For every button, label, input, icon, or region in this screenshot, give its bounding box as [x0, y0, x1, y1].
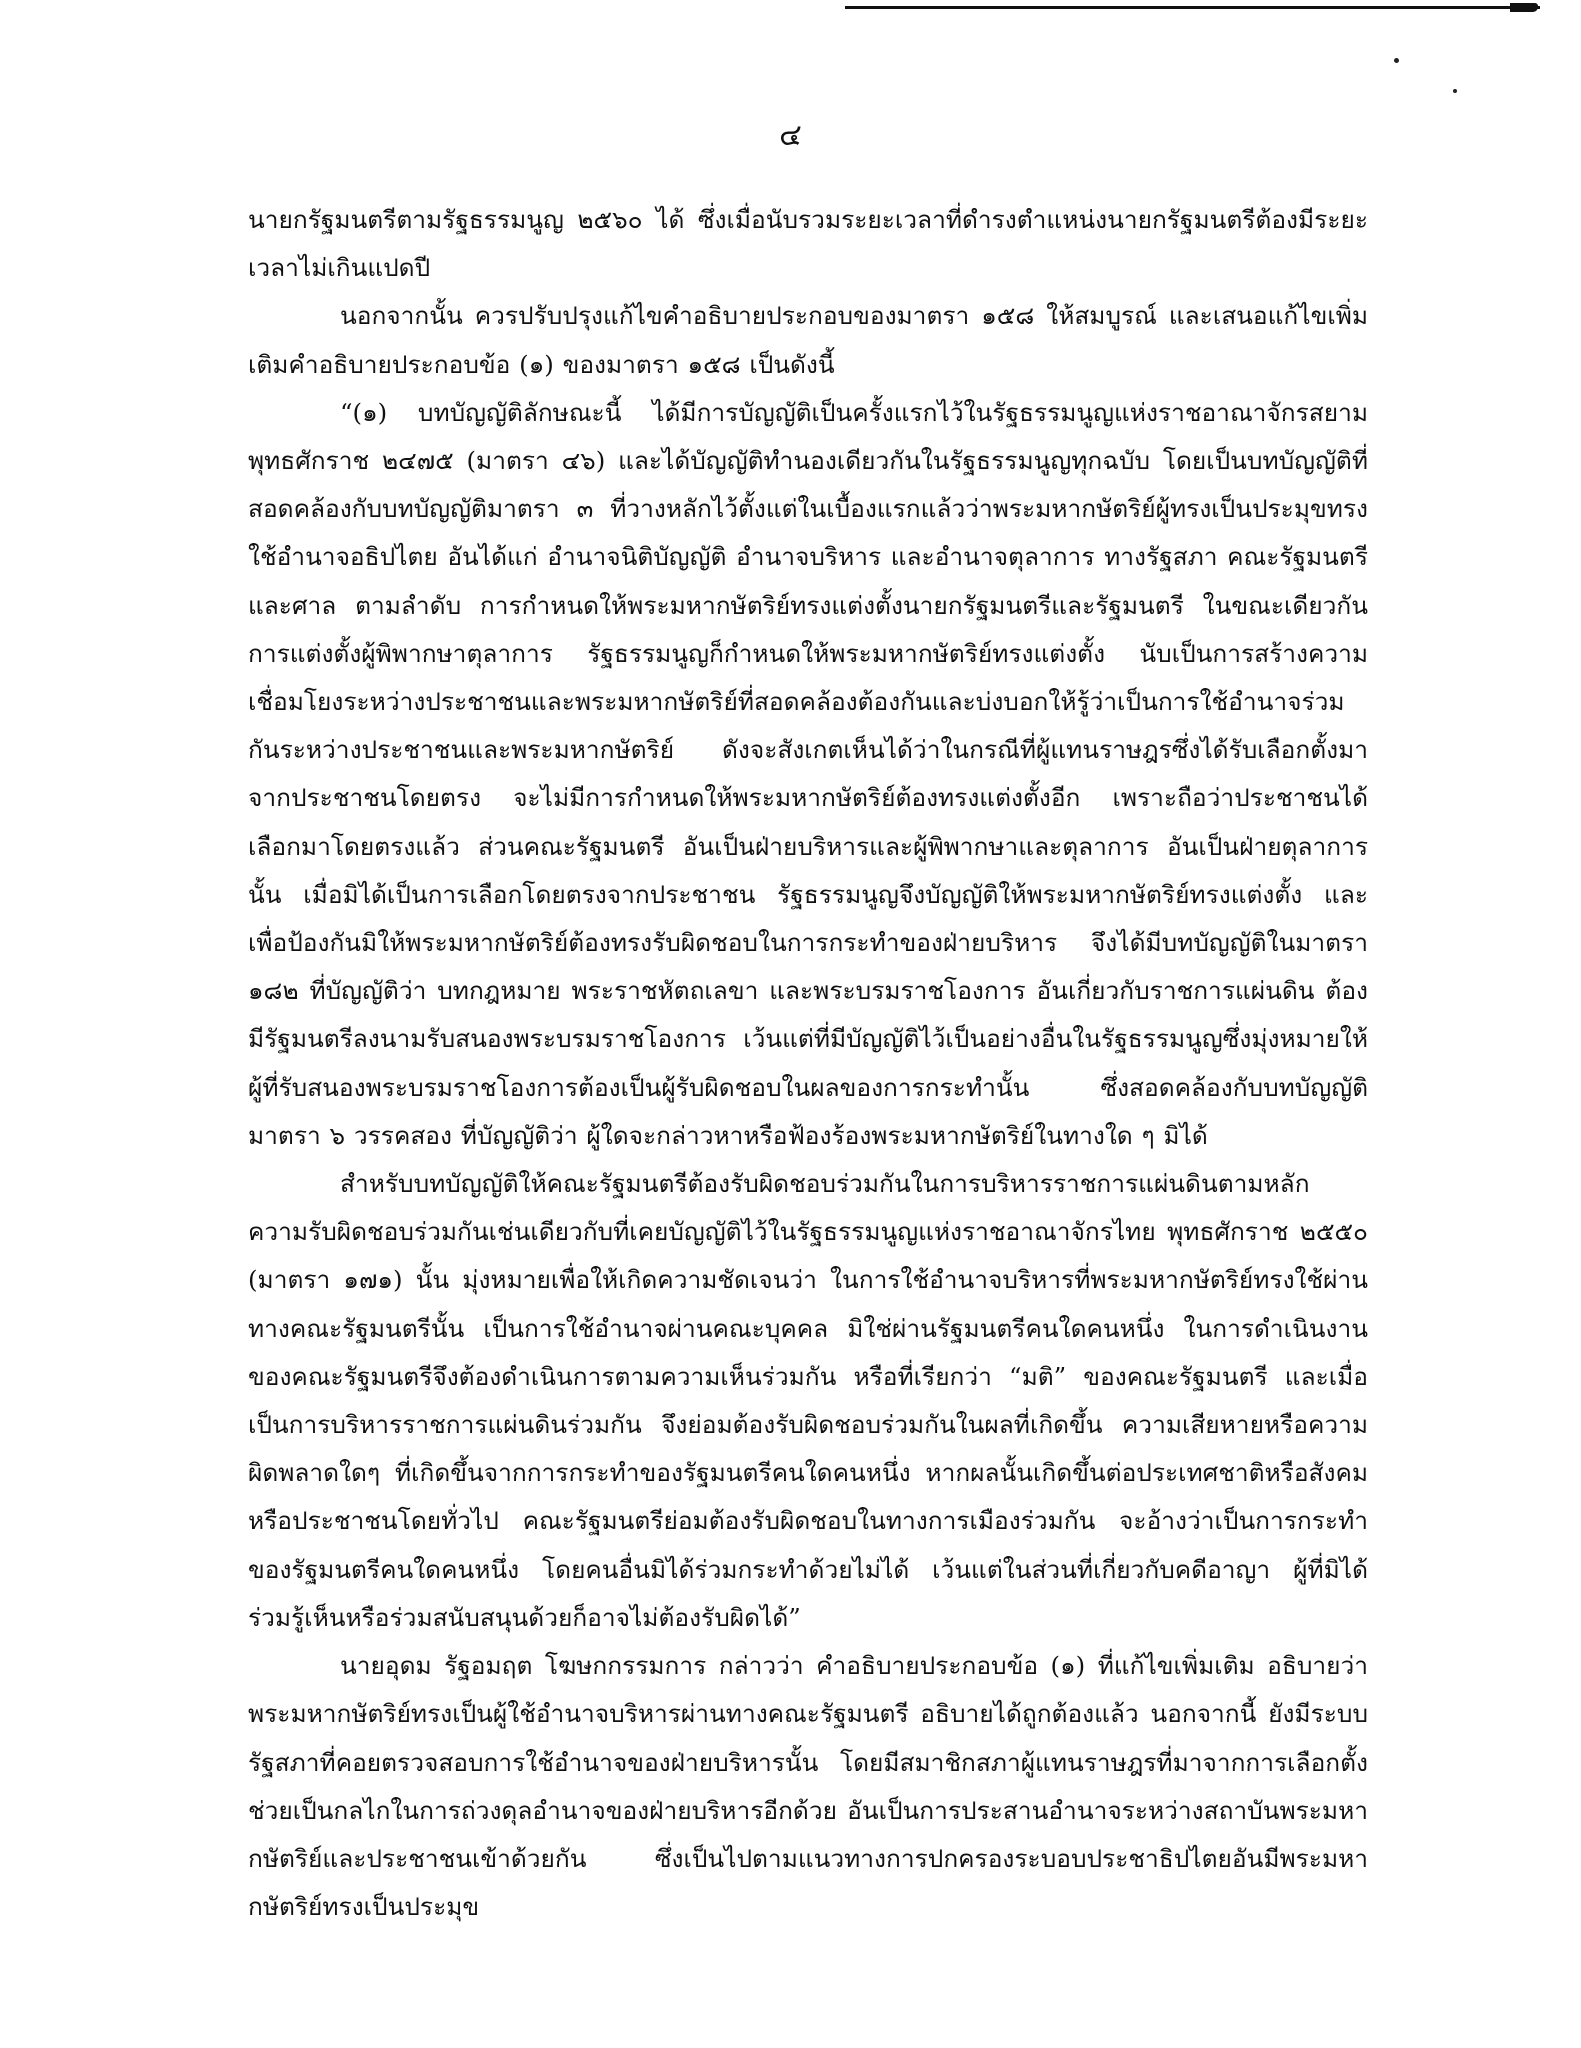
scan-speck — [1453, 89, 1457, 93]
document-body — [248, 196, 1368, 1931]
paragraph-4: สำหรับบทบัญญัติให้คณะรัฐมนตรีต้องรับผิดชอบร่วมกันในการบริหารราชการแผ่นดินตามหลักความรับผิดชอบร่วมกันเช่นเดียวกับที่เคยบัญญัติไว้ในรัฐธรรมนูญแห่งราชอาณาจักรไทย พุทธศักราช ๒๕๕๐ (มาตรา ๑๗๑) นั้น มุ่งหมายเพื่อให้เกิดความชัดเจนว่า ในการใช้อำนาจบริหารที่พระมหากษัตริย์ทรงใช้ผ่านทางคณะรัฐมนตรีนั้น เป็นการใช้อำนาจผ่านคณะบุคคล มิใช่ผ่านรัฐมนตรีคนใดคนหนึ่ง ในการดำเนินงานของคณะรัฐมนตรีจึงต้องดำเนินการตามความเห็นร่วมกัน หรือที่เรียกว่า “มติ” ของคณะรัฐมนตรี และเมื่อเป็นการบริหารราชการแผ่นดินร่วมกัน จึงย่อมต้องรับผิดชอบร่วมกันในผลที่เกิดขึ้น ความเสียหายหรือความผิดพลาดใดๆ ที่เกิดขึ้นจากการกระทำของรัฐมนตรีคนใดคนหนึ่ง หากผลนั้นเกิดขึ้นต่อประเทศชาติหรือสังคมหรือประชาชนโดยทั่วไป คณะรัฐมนตรีย่อมต้องรับผิดชอบในทางการเมืองร่วมกัน จะอ้างว่าเป็นการกระทำของรัฐมนตรีคนใดคนหนึ่ง โดยคนอื่นมิได้ร่วมกระทำด้วยไม่ได้ เว้นแต่ในส่วนที่เกี่ยวกับคดีอาญา ผู้ที่มิได้ร่วมรู้เห็นหรือร่วมสนับสนุนด้วยก็อาจไม่ต้องรับผิดได้” — [248, 1169, 1368, 1632]
scan-speck — [1394, 58, 1399, 63]
header-rule-end — [1510, 3, 1538, 12]
paragraph-5: นายอุดม รัฐอมฤต โฆษกกรรมการ กล่าวว่า คำอธิบายประกอบข้อ (๑) ที่แก้ไขเพิ่มเติม อธิบายว่า พระมหากษัตริย์ทรงเป็นผู้ใช้อำนาจบริหารผ่านทางคณะรัฐมนตรี อธิบายได้ถูกต้องแล้ว นอกจากนี้ ยังมีระบบรัฐสภาที่คอยตรวจสอบการใช้อำนาจของฝ่ายบริหารนั้น โดยมีสมาชิกสภาผู้แทนราษฎรที่มาจากการเลือกตั้งช่วยเป็นกลไกในการถ่วงดุลอำนาจของฝ่ายบริหารอีกด้วย อันเป็นการประสานอำนาจระหว่างสถาบันพระมหากษัตริย์และประชาชนเข้าด้วยกัน ซึ่งเป็นไปตามแนวทางการปกครองระบอบประชาธิปไตยอันมีพระมหากษัตริย์ทรงเป็นประมุข — [248, 1651, 1368, 1922]
page-number: ๔ — [779, 118, 802, 153]
paragraph-2: นอกจากนั้น ควรปรับปรุงแก้ไขคำอธิบายประกอบของมาตรา ๑๕๘ ให้สมบูรณ์ และเสนอแก้ไขเพิ่มเติมคำอธิบายประกอบข้อ (๑) ของมาตรา ๑๕๘ เป็นดังนี้ — [248, 301, 1368, 379]
header-rule — [845, 6, 1540, 9]
paragraph-1: นายกรัฐมนตรีตามรัฐธรรมนูญ ๒๕๖๐ ได้ ซึ่งเมื่อนับรวมระยะเวลาที่ดำรงตำแหน่งนายกรัฐมนตรีต้องมีระยะเวลาไม่เกินแปดปี — [248, 205, 1368, 283]
paragraph-3: “(๑) บทบัญญัติลักษณะนี้ ได้มีการบัญญัติเป็นครั้งแรกไว้ในรัฐธรรมนูญแห่งราชอาณาจักรสยาม พุทธศักราช ๒๔๗๕ (มาตรา ๔๖) และได้บัญญัติทำนองเดียวกันในรัฐธรรมนูญทุกฉบับ โดยเป็นบทบัญญัติที่สอดคล้องกับบทบัญญัติมาตรา ๓ ที่วางหลักไว้ตั้งแต่ในเบื้องแรกแล้วว่าพระมหากษัตริย์ผู้ทรงเป็นประมุขทรงใช้อำนาจอธิปไตย อันได้แก่ อำนาจนิติบัญญัติ อำนาจบริหาร และอำนาจตุลาการ ทางรัฐสภา คณะรัฐมนตรี และศาล ตามลำดับ การกำหนดให้พระมหากษัตริย์ทรงแต่งตั้งนายกรัฐมนตรีและรัฐมนตรี ในขณะเดียวกันการแต่งตั้งผู้พิพากษาตุลาการ รัฐธรรมนูญก็กำหนดให้พระมหากษัตริย์ทรงแต่งตั้ง นับเป็นการสร้างความเชื่อมโยงระหว่างประชาชนและพระมหากษัตริย์ที่สอดคล้องต้องกันและบ่งบอกให้รู้ว่าเป็นการใช้อำนาจร่วมกันระหว่างประชาชนและพระมหากษัตริย์ ดังจะสังเกตเห็นได้ว่าในกรณีที่ผู้แทนราษฎรซึ่งได้รับเลือกตั้งมาจากประชาชนโดยตรง จะไม่มีการกำหนดให้พระมหากษัตริย์ต้องทรงแต่งตั้งอีก เพราะถือว่าประชาชนได้เลือกมาโดยตรงแล้ว ส่วนคณะรัฐมนตรี อันเป็นฝ่ายบริหารและผู้พิพากษาและตุลาการ อันเป็นฝ่ายตุลาการนั้น เมื่อมิได้เป็นการเลือกโดยตรงจากประชาชน รัฐธรรมนูญจึงบัญญัติให้พระมหากษัตริย์ทรงแต่งตั้ง และเพื่อป้องกันมิให้พระมหากษัตริย์ต้องทรงรับผิดชอบในการกระทำของฝ่ายบริหาร จึงได้มีบทบัญญัติในมาตรา ๑๘๒ ที่บัญญัติว่า บทกฎหมาย พระราชหัตถเลขา และพระบรมราชโองการ อันเกี่ยวกับราชการแผ่นดิน ต้องมีรัฐมนตรีลงนามรับสนองพระบรมราชโองการ เว้นแต่ที่มีบัญญัติไว้เป็นอย่างอื่นในรัฐธรรมนูญซึ่งมุ่งหมายให้ผู้ที่รับสนองพระบรมราชโองการต้องเป็นผู้รับผิดชอบในผลของการกระทำนั้น ซึ่งสอดคล้องกับบทบัญญัติมาตรา ๖ วรรคสอง ที่บัญญัติว่า ผู้ใดจะกล่าวหาหรือฟ้องร้องพระมหากษัตริย์ในทางใด ๆ มิได้ — [248, 397, 1368, 1150]
